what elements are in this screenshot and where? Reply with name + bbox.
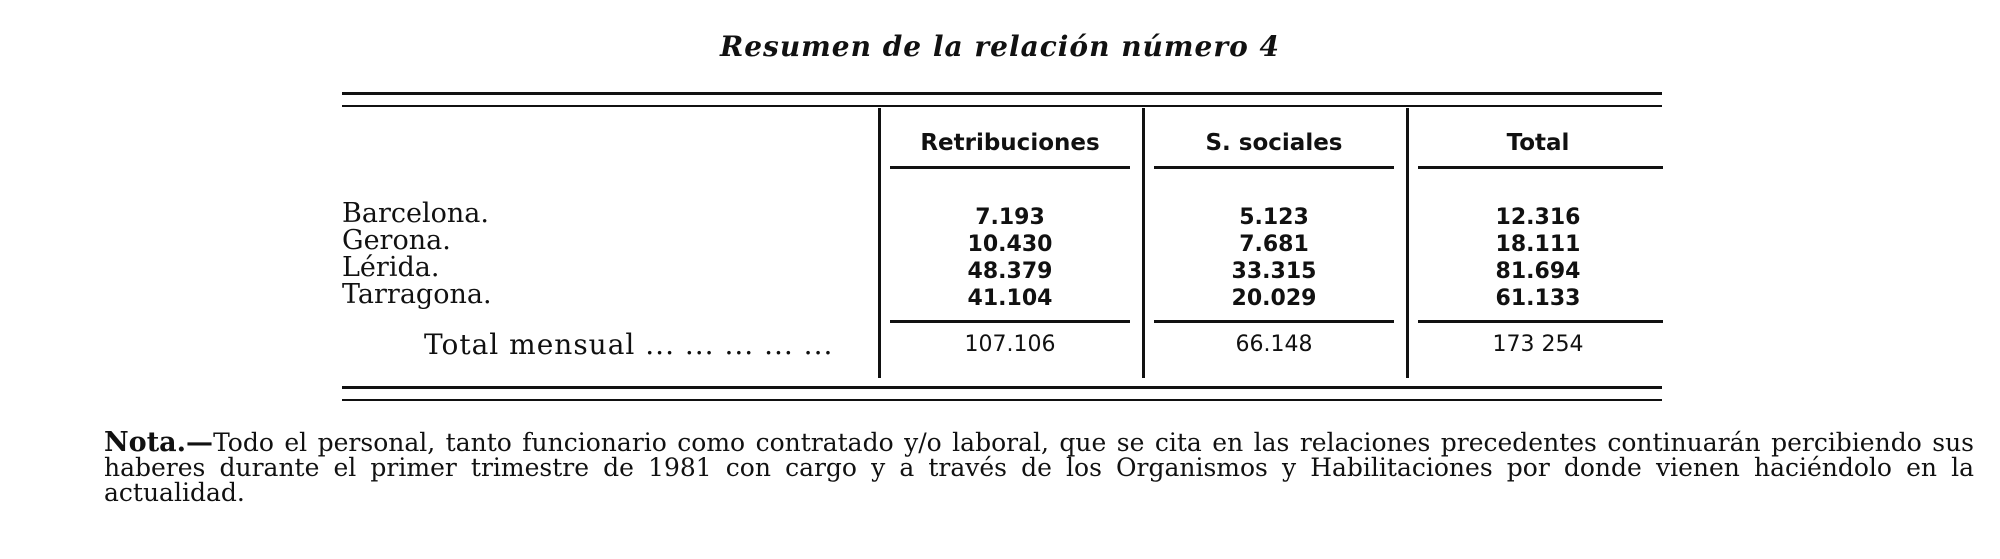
row-label-barcelona: Barcelona.: [342, 198, 489, 229]
table-top-rule: [342, 92, 1662, 107]
total-rule: [890, 320, 1130, 323]
table-cell: 10.430: [967, 232, 1053, 257]
header-underline: [890, 166, 1130, 169]
table-cell: 7.193: [975, 205, 1045, 230]
note-text: Todo el personal, tanto funcionario como contratado y/o laboral, que se cita en las relaciones precedentes continuarán percibiendo sus haberes durante el primer trimestre de 1981 con cargo y a través de los Organismos y Habilitaciones por donde vienen haciéndolo en la actualidad.: [104, 428, 1974, 507]
column-divider: [1406, 108, 1409, 378]
total-cell: 66.148: [1235, 332, 1313, 357]
column-header-sociales: S. sociales: [1205, 130, 1343, 156]
table-cell: 41.104: [967, 286, 1053, 311]
total-rule: [1418, 320, 1663, 323]
table-cell: 33.315: [1231, 259, 1317, 284]
table-bottom-rule: [342, 386, 1662, 401]
row-label-gerona: Gerona.: [342, 225, 451, 256]
table-cell: 20.029: [1231, 286, 1317, 311]
note-lead: Nota.—: [104, 427, 214, 458]
table-cell: 61.133: [1495, 286, 1581, 311]
table-cell: 12.316: [1495, 205, 1581, 230]
table-cell: 7.681: [1239, 232, 1309, 257]
row-label-lerida: Lérida.: [342, 252, 440, 283]
total-rule: [1154, 320, 1394, 323]
header-underline: [1154, 166, 1394, 169]
note-paragraph: [104, 427, 1974, 507]
table-cell: 81.694: [1495, 259, 1581, 284]
total-cell: 173 254: [1492, 332, 1584, 357]
table-cell: 18.111: [1495, 232, 1581, 257]
column-header-total: Total: [1506, 130, 1570, 156]
column-divider: [1142, 108, 1145, 378]
table-cell: 5.123: [1239, 205, 1309, 230]
page-title: Resumen de la relación número 4: [719, 30, 1281, 63]
row-label-tarragona: Tarragona.: [342, 279, 492, 310]
column-divider: [878, 108, 881, 378]
column-header-retribuciones: Retribuciones: [920, 130, 1100, 156]
header-underline: [1418, 166, 1663, 169]
total-cell: 107.106: [964, 332, 1056, 357]
total-label: Total mensual ... ... ... ... ...: [424, 328, 834, 361]
table-cell: 48.379: [967, 259, 1053, 284]
